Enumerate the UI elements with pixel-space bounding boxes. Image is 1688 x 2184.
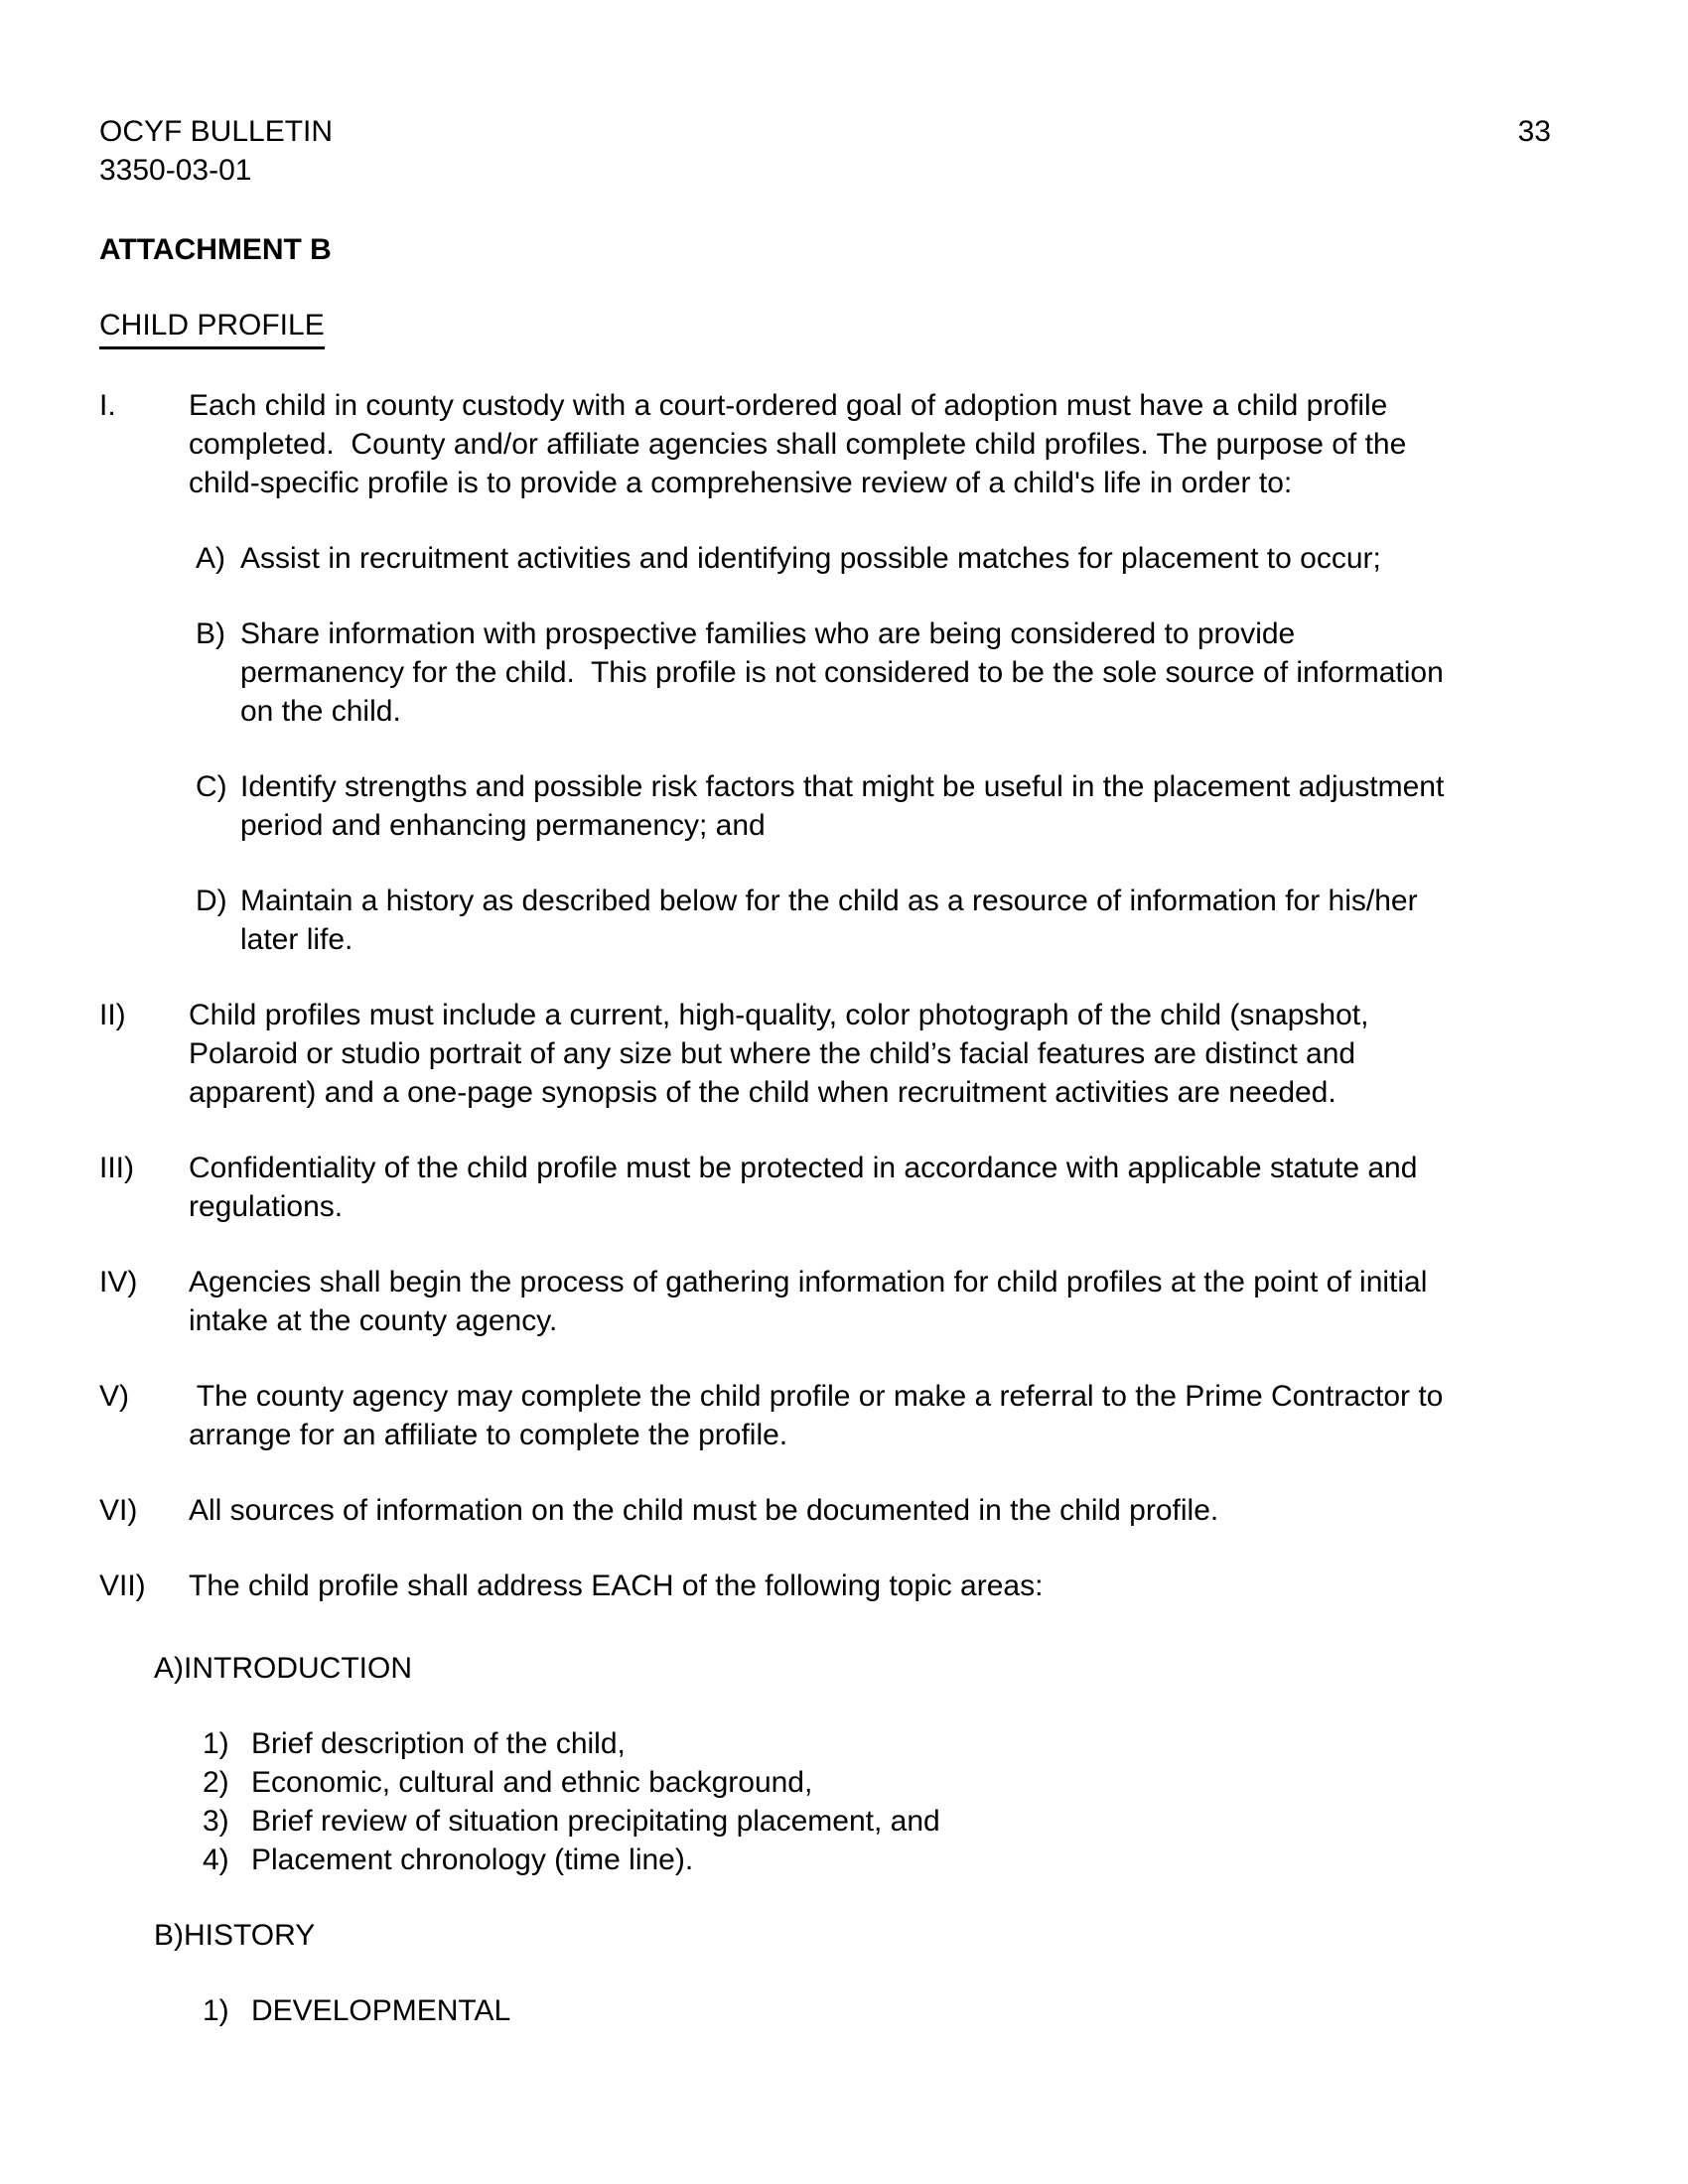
text-line: apparent) and a one-page synopsis of the child when recruitment activities are needed. (189, 1076, 1336, 1109)
subitem-b-marker: B) (196, 617, 225, 650)
topic-b-marker: B) (154, 1919, 184, 1952)
section-ii (99, 996, 1589, 1112)
page-number: 33 (1517, 115, 1551, 148)
text-line: Identify strengths and possible risk factors that might be useful in the placement adjustment (240, 770, 1445, 803)
document-title-wrap (99, 306, 1589, 349)
topic-a-list (203, 1724, 1589, 1879)
topic-b-label: HISTORY (184, 1919, 316, 1952)
subitem-b-body (240, 614, 1589, 731)
section-iv (99, 1263, 1589, 1340)
section-v-marker: V) (99, 1380, 129, 1413)
text-line: Assist in recruitment activities and identifying possible matches for placement to occur; (240, 542, 1381, 575)
text-line: Polaroid or studio portrait of any size but where the child’s facial features are distinct and (189, 1037, 1356, 1070)
bulletin-number: 3350-03-01 (99, 154, 252, 187)
text-line: All sources of information on the child must be documented in the child profile. (189, 1494, 1219, 1527)
topic-b-list (203, 1991, 1589, 2030)
topic-b-heading (154, 1916, 1589, 1955)
section-iii (99, 1149, 1589, 1226)
list-item-1 (203, 1724, 1589, 1763)
text-line: period and enhancing permanency; and (240, 809, 766, 842)
topic-a-heading (154, 1649, 1589, 1688)
subitem-b (196, 614, 1589, 731)
text-line: later life. (240, 923, 353, 956)
section-vii-marker: VII) (99, 1570, 146, 1602)
subitem-c (196, 767, 1589, 845)
list-item-1-text: Brief description of the child, (251, 1727, 626, 1760)
section-ii-body (189, 996, 1589, 1112)
subitem-a-marker: A) (196, 542, 225, 575)
text-line: The child profile shall address EACH of the following topic areas: (189, 1570, 1044, 1602)
text-line: on the child. (240, 695, 401, 728)
text-line: regulations. (189, 1190, 344, 1223)
section-vii (99, 1567, 1589, 1605)
list-item-4-text: Placement chronology (time line). (251, 1843, 694, 1876)
topic-a-marker: A) (154, 1652, 184, 1685)
list-item-3-marker: 3) (203, 1805, 229, 1838)
subitem-d-body (240, 882, 1589, 959)
section-vi (99, 1491, 1589, 1530)
text-line: Agencies shall begin the process of gathering information for child profiles at the point of initial (189, 1266, 1428, 1298)
subitem-d-marker: D) (196, 885, 227, 917)
text-line: completed. County and/or affiliate agencies shall complete child profiles. The purpose of the (189, 428, 1407, 461)
bulletin-id-block (99, 112, 333, 190)
text-line: Confidentiality of the child profile must be protected in accordance with applicable statute and (189, 1152, 1418, 1184)
section-vi-marker: VI) (99, 1494, 138, 1527)
list-item-3-text: Brief review of situation precipitating placement, and (251, 1805, 940, 1838)
section-i-marker: I. (99, 389, 116, 422)
text-line: Maintain a history as described below for the child as a resource of information for his/her (240, 885, 1418, 917)
text-line: intake at the county agency. (189, 1304, 558, 1337)
page-header (99, 112, 1551, 190)
subitem-c-marker: C) (196, 770, 227, 803)
section-ii-marker: II) (99, 999, 126, 1031)
text-line: Each child in county custody with a court-ordered goal of adoption must have a child profile (189, 389, 1388, 422)
section-v-body (189, 1377, 1589, 1454)
list-item-developmental (203, 1991, 1589, 2030)
list-item-developmental-marker: 1) (203, 1994, 229, 2027)
section-iii-marker: III) (99, 1152, 134, 1184)
text-line: child-specific profile is to provide a comprehensive review of a child's life in order to: (189, 467, 1293, 499)
section-vi-body (189, 1491, 1589, 1530)
list-item-2 (203, 1763, 1589, 1802)
section-i (99, 386, 1589, 502)
subitem-c-body (240, 767, 1589, 845)
list-item-1-marker: 1) (203, 1727, 229, 1760)
list-item-2-marker: 2) (203, 1766, 229, 1799)
document-title: CHILD PROFILE (99, 306, 325, 349)
list-item-developmental-text: DEVELOPMENTAL (251, 1994, 511, 2027)
text-line: The county agency may complete the child profile or make a referral to the Prime Contractor to (189, 1380, 1444, 1413)
section-iv-body (189, 1263, 1589, 1340)
subitem-d (196, 882, 1589, 959)
text-line: Child profiles must include a current, high-quality, color photograph of the child (snapshot, (189, 999, 1369, 1031)
list-item-3 (203, 1802, 1589, 1841)
list-item-2-text: Economic, cultural and ethnic background, (251, 1766, 813, 1799)
section-iv-marker: IV) (99, 1266, 138, 1298)
list-item-4 (203, 1841, 1589, 1879)
attachment-heading: ATTACHMENT B (99, 233, 332, 266)
text-line: permanency for the child. This profile is not considered to be the sole source of information (240, 656, 1444, 689)
bulletin-title: OCYF BULLETIN (99, 115, 334, 148)
section-i-body (189, 386, 1589, 502)
subitem-a-body (240, 539, 1589, 578)
text-line: arrange for an affiliate to complete the profile. (189, 1419, 788, 1451)
subitem-a (196, 539, 1589, 578)
list-item-4-marker: 4) (203, 1843, 229, 1876)
topic-a-label: INTRODUCTION (184, 1652, 412, 1685)
section-vii-body (189, 1567, 1589, 1605)
section-v (99, 1377, 1589, 1454)
text-line: Share information with prospective families who are being considered to provide (240, 617, 1296, 650)
section-iii-body (189, 1149, 1589, 1226)
